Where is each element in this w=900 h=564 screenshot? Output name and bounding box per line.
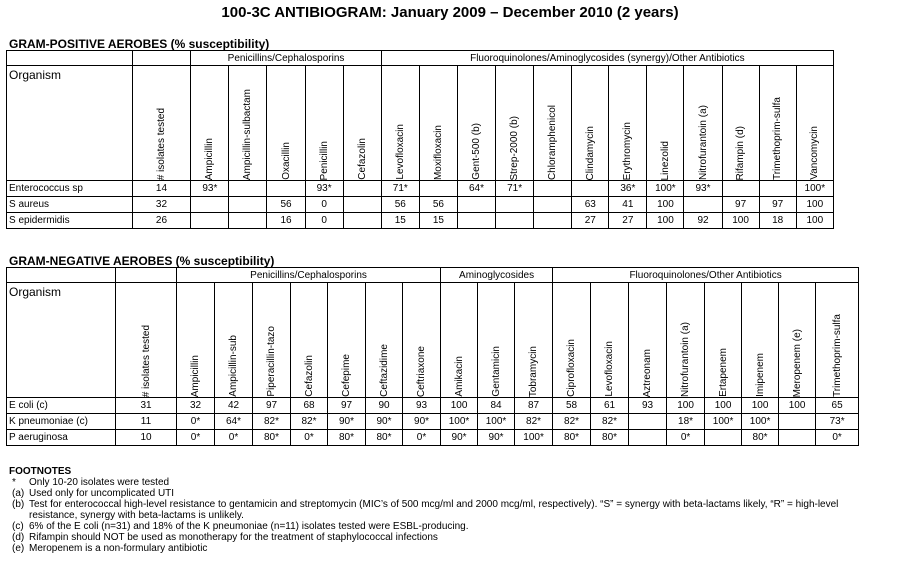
column-header-rifampin-d xyxy=(722,66,759,181)
susceptibility-cell xyxy=(572,181,609,197)
susceptibility-cell: 97 xyxy=(328,398,366,414)
footnote-text: Rifampin should NOT be used as monotherapy for the treatment of staphylococcal infections xyxy=(29,532,438,543)
footnote-mark: (b) xyxy=(12,499,25,510)
organism-header: Organism xyxy=(7,283,116,398)
page-title: 100-3C ANTIBIOGRAM: January 2009 – December 2010 (2 years) xyxy=(221,4,679,21)
susceptibility-cell: 100* xyxy=(796,181,833,197)
column-header-amikacin xyxy=(441,283,478,398)
column-header-clindamycin xyxy=(572,66,609,181)
column-header-piperacillin-tazo xyxy=(253,283,291,398)
column-header-label: Levofloxacin xyxy=(604,341,616,397)
susceptibility-cell xyxy=(343,197,381,213)
footnote-mark: (e) xyxy=(12,543,25,554)
footnotes-heading: FOOTNOTES xyxy=(9,466,72,477)
susceptibility-cell: 0* xyxy=(177,430,215,446)
susceptibility-cell xyxy=(267,181,305,197)
susceptibility-cell: 63 xyxy=(572,197,609,213)
susceptibility-cell: 18* xyxy=(667,414,705,430)
footnote-text: Test for enterococcal high-level resistance to gentamicin and streptomycin (MIC’s of 500 mcg/ml and 2000 mcg/ml, respectively). “S” = synergy with beta-lactams likely, “R” = high-level resistance, synergy with beta-lactams is unlikely. xyxy=(29,499,839,521)
susceptibility-cell: 100 xyxy=(705,398,742,414)
susceptibility-cell: 100 xyxy=(796,197,833,213)
column-header-isolates-tested xyxy=(116,283,177,398)
susceptibility-cell: 93 xyxy=(403,398,441,414)
susceptibility-cell xyxy=(759,181,796,197)
footnote-item xyxy=(9,477,889,488)
susceptibility-cell: 16 xyxy=(267,213,305,229)
susceptibility-cell xyxy=(419,181,457,197)
susceptibility-cell: 56 xyxy=(419,197,457,213)
footnote-item xyxy=(9,532,889,543)
susceptibility-cell: 90* xyxy=(478,430,515,446)
organism-name: Enterococcus sp xyxy=(7,181,133,197)
organism-name: S aureus xyxy=(7,197,133,213)
susceptibility-cell: 10 xyxy=(116,430,177,446)
susceptibility-cell: 64* xyxy=(215,414,253,430)
column-header-label: Ampicillin xyxy=(204,137,216,180)
susceptibility-cell: 27 xyxy=(572,213,609,229)
column-header-label: Erythromycin xyxy=(622,121,634,180)
column-header-ertapenem xyxy=(705,283,742,398)
column-header-label: Linezolid xyxy=(659,140,671,180)
susceptibility-cell: 100 xyxy=(742,398,779,414)
susceptibility-cell xyxy=(229,213,267,229)
susceptibility-cell: 0* xyxy=(215,430,253,446)
column-header-label: # isolates tested xyxy=(155,107,167,180)
susceptibility-cell: 93* xyxy=(191,181,229,197)
footnote-text: Used only for uncomplicated UTI xyxy=(29,488,175,499)
column-header-oxacillin xyxy=(267,66,305,181)
group-other-antibiotics: Fluoroquinolones/Other Antibiotics xyxy=(553,268,859,283)
column-header-imipenem xyxy=(742,283,779,398)
group-penicillins: Penicillins/Cephalosporins xyxy=(177,268,441,283)
susceptibility-cell: 82* xyxy=(515,414,553,430)
column-header-label: Strep-2000 (b) xyxy=(509,115,521,180)
susceptibility-cell: 0* xyxy=(667,430,705,446)
susceptibility-cell xyxy=(684,197,722,213)
column-header-label: Cefazolin xyxy=(303,355,315,397)
column-header-label: Cefazolin xyxy=(356,138,368,180)
susceptibility-cell: 80* xyxy=(366,430,403,446)
susceptibility-cell: 87 xyxy=(515,398,553,414)
susceptibility-cell: 73* xyxy=(816,414,859,430)
susceptibility-cell: 97 xyxy=(722,197,759,213)
column-header-aztreonam xyxy=(629,283,667,398)
column-header-meropenem-e xyxy=(779,283,816,398)
column-header-label: Gentamicin xyxy=(490,346,502,397)
susceptibility-cell: 82* xyxy=(291,414,328,430)
column-header-label: Ceftriaxone xyxy=(416,345,428,397)
column-header-linezolid xyxy=(647,66,684,181)
column-header-label: Chloramphenicol xyxy=(547,104,559,180)
susceptibility-cell xyxy=(779,414,816,430)
column-header-label: Aztreonam xyxy=(642,348,654,397)
susceptibility-cell xyxy=(629,414,667,430)
susceptibility-cell: 27 xyxy=(609,213,647,229)
column-header-gent-500-b xyxy=(457,66,495,181)
gram-negative-heading: GRAM-NEGATIVE AEROBES (% susceptibility) xyxy=(9,254,275,268)
susceptibility-cell xyxy=(457,213,495,229)
susceptibility-cell: 93 xyxy=(629,398,667,414)
footnotes xyxy=(9,466,889,554)
column-header-label: Ciprofloxacin xyxy=(566,339,578,397)
column-header-levofloxacin xyxy=(591,283,629,398)
susceptibility-cell xyxy=(534,213,572,229)
column-header-cefazolin xyxy=(291,283,328,398)
column-header-strep-2000-b xyxy=(496,66,534,181)
susceptibility-cell: 100 xyxy=(647,197,684,213)
table-row xyxy=(7,181,834,197)
table-row xyxy=(7,398,859,414)
group-aminoglycosides: Aminoglycosides xyxy=(441,268,553,283)
susceptibility-cell: 41 xyxy=(609,197,647,213)
susceptibility-cell: 15 xyxy=(419,213,457,229)
susceptibility-cell: 65 xyxy=(816,398,859,414)
susceptibility-cell: 80* xyxy=(742,430,779,446)
column-header-ceftazidime xyxy=(366,283,403,398)
susceptibility-cell: 100 xyxy=(779,398,816,414)
column-header-cefepime xyxy=(328,283,366,398)
susceptibility-cell: 100 xyxy=(441,398,478,414)
susceptibility-cell: 11 xyxy=(116,414,177,430)
susceptibility-cell: 93* xyxy=(684,181,722,197)
column-header-label: # isolates tested xyxy=(140,324,152,397)
susceptibility-cell: 100* xyxy=(742,414,779,430)
susceptibility-cell xyxy=(705,430,742,446)
susceptibility-cell: 97 xyxy=(253,398,291,414)
footnote-text: Meropenem is a non-formulary antibiotic xyxy=(29,543,208,554)
susceptibility-cell: 82* xyxy=(591,414,629,430)
column-header-label: Amikacin xyxy=(453,356,465,397)
susceptibility-cell: 82* xyxy=(553,414,591,430)
susceptibility-cell xyxy=(496,213,534,229)
blank-header-cell xyxy=(7,268,116,283)
column-header-label: Piperacillin-tazo xyxy=(266,326,277,397)
gram-positive-table xyxy=(6,50,834,229)
table-row xyxy=(7,430,859,446)
susceptibility-cell xyxy=(534,181,572,197)
organism-header: Organism xyxy=(7,66,133,181)
susceptibility-cell: 90* xyxy=(366,414,403,430)
footnote-mark: (c) xyxy=(12,521,24,532)
susceptibility-cell xyxy=(343,213,381,229)
susceptibility-cell xyxy=(229,197,267,213)
column-header-label: Vancomycin xyxy=(809,126,821,180)
susceptibility-cell: 58 xyxy=(553,398,591,414)
susceptibility-cell: 80* xyxy=(553,430,591,446)
footnote-item xyxy=(9,488,889,499)
column-header-ciprofloxacin xyxy=(553,283,591,398)
column-header-chloramphenicol xyxy=(534,66,572,181)
column-header-isolates-tested xyxy=(132,66,191,181)
column-header-label: Ampicillin xyxy=(190,354,201,397)
table-row xyxy=(7,213,834,229)
column-header-ampicillin xyxy=(177,283,215,398)
column-header-trimethoprim-sulfa xyxy=(816,283,859,398)
footnote-item xyxy=(9,521,889,532)
susceptibility-cell: 100* xyxy=(441,414,478,430)
susceptibility-cell: 84 xyxy=(478,398,515,414)
column-header-label: Ertapenem xyxy=(717,348,729,397)
susceptibility-cell: 42 xyxy=(215,398,253,414)
susceptibility-cell: 0* xyxy=(177,414,215,430)
column-header-label: Ampicillin-sub xyxy=(228,335,239,397)
column-header-cefazolin xyxy=(343,66,381,181)
susceptibility-cell: 97 xyxy=(759,197,796,213)
column-header-levofloxacin xyxy=(381,66,419,181)
footnote-item xyxy=(9,499,889,521)
column-header-label: Rifampin (d) xyxy=(735,125,747,180)
column-header-vancomycin xyxy=(796,66,833,181)
organism-name: S epidermidis xyxy=(7,213,133,229)
column-header-label: Ceftazidime xyxy=(378,344,390,397)
susceptibility-cell: 90* xyxy=(328,414,366,430)
susceptibility-cell: 71* xyxy=(496,181,534,197)
susceptibility-cell: 82* xyxy=(253,414,291,430)
susceptibility-cell: 0* xyxy=(403,430,441,446)
gram-negative-table xyxy=(6,267,859,446)
susceptibility-cell: 90 xyxy=(366,398,403,414)
susceptibility-cell: 90* xyxy=(403,414,441,430)
column-header-label: Ampicillin-sulbactam xyxy=(242,88,254,180)
organism-name: P aeruginosa xyxy=(7,430,116,446)
group-penicillins: Penicillins/Cephalosporins xyxy=(191,51,381,66)
susceptibility-cell: 0* xyxy=(291,430,328,446)
table-row xyxy=(7,197,834,213)
susceptibility-cell: 0* xyxy=(816,430,859,446)
susceptibility-cell xyxy=(496,197,534,213)
column-header-nitrofurantoin-a xyxy=(667,283,705,398)
column-header-penicillin xyxy=(305,66,343,181)
susceptibility-cell: 100 xyxy=(647,213,684,229)
susceptibility-cell: 0 xyxy=(305,213,343,229)
gram-positive-heading: GRAM-POSITIVE AEROBES (% susceptibility) xyxy=(9,37,270,51)
column-header-label: Oxacillin xyxy=(280,142,292,180)
column-header-ampicillin-sub xyxy=(215,283,253,398)
susceptibility-cell xyxy=(457,197,495,213)
susceptibility-cell xyxy=(229,181,267,197)
susceptibility-cell: 80* xyxy=(591,430,629,446)
susceptibility-cell: 80* xyxy=(328,430,366,446)
susceptibility-cell: 0 xyxy=(305,197,343,213)
susceptibility-cell: 80* xyxy=(253,430,291,446)
column-header-label: Clindamycin xyxy=(584,125,596,180)
group-other-antibiotics: Fluoroquinolones/Aminoglycosides (synergy)/Other Antibiotics xyxy=(381,51,833,66)
susceptibility-cell: 100 xyxy=(722,213,759,229)
column-header-label: Nitrofurantoin (a) xyxy=(697,104,709,180)
table-row xyxy=(7,414,859,430)
susceptibility-cell xyxy=(534,197,572,213)
susceptibility-cell: 100* xyxy=(515,430,553,446)
column-header-ceftriaxone xyxy=(403,283,441,398)
column-header-gentamicin xyxy=(478,283,515,398)
susceptibility-cell: 61 xyxy=(591,398,629,414)
column-header-label: Imipenem xyxy=(754,353,766,397)
column-header-tobramycin xyxy=(515,283,553,398)
column-header-label: Tobramycin xyxy=(528,345,540,397)
column-header-nitrofurantoin-a xyxy=(684,66,722,181)
susceptibility-cell xyxy=(343,181,381,197)
blank-header-cell xyxy=(116,268,177,283)
blank-header-cell xyxy=(7,51,133,66)
column-header-label: Trimethoprim-sulfa xyxy=(772,97,784,180)
footnote-mark: (d) xyxy=(12,532,25,543)
susceptibility-cell: 64* xyxy=(457,181,495,197)
column-header-label: Penicillin xyxy=(318,140,330,180)
footnote-mark: (a) xyxy=(12,488,25,499)
column-header-moxifloxacin xyxy=(419,66,457,181)
susceptibility-cell: 71* xyxy=(381,181,419,197)
column-header-ampicillin-sulbactam xyxy=(229,66,267,181)
susceptibility-cell: 14 xyxy=(132,181,191,197)
footnote-mark: * xyxy=(12,477,16,488)
susceptibility-cell: 100* xyxy=(647,181,684,197)
susceptibility-cell xyxy=(191,197,229,213)
susceptibility-cell xyxy=(722,181,759,197)
column-header-label: Levofloxacin xyxy=(394,124,406,180)
susceptibility-cell: 100* xyxy=(478,414,515,430)
susceptibility-cell: 92 xyxy=(684,213,722,229)
footnote-text: 6% of the E coli (n=31) and 18% of the K pneumoniae (n=11) isolates tested were ESBL-producing. xyxy=(29,521,469,532)
susceptibility-cell: 18 xyxy=(759,213,796,229)
blank-header-cell xyxy=(132,51,191,66)
susceptibility-cell: 93* xyxy=(305,181,343,197)
susceptibility-cell: 32 xyxy=(132,197,191,213)
column-header-label: Gent-500 (b) xyxy=(471,123,482,180)
susceptibility-cell: 100 xyxy=(667,398,705,414)
susceptibility-cell: 15 xyxy=(381,213,419,229)
column-header-label: Moxifloxacin xyxy=(432,124,444,180)
column-header-label: Trimethoprim-sulfa xyxy=(831,314,843,397)
footnote-text: Only 10-20 isolates were tested xyxy=(29,477,170,488)
column-header-trimethoprim-sulfa xyxy=(759,66,796,181)
column-header-erythromycin xyxy=(609,66,647,181)
susceptibility-cell: 31 xyxy=(116,398,177,414)
susceptibility-cell xyxy=(779,430,816,446)
column-header-ampicillin xyxy=(191,66,229,181)
organism-name: K pneumoniae (c) xyxy=(7,414,116,430)
susceptibility-cell: 36* xyxy=(609,181,647,197)
column-header-label: Cefepime xyxy=(341,354,352,397)
susceptibility-cell: 100* xyxy=(705,414,742,430)
susceptibility-cell: 56 xyxy=(381,197,419,213)
footnote-item xyxy=(9,543,889,554)
susceptibility-cell: 90* xyxy=(441,430,478,446)
susceptibility-cell: 32 xyxy=(177,398,215,414)
column-header-label: Meropenem (e) xyxy=(791,328,803,397)
susceptibility-cell xyxy=(629,430,667,446)
susceptibility-cell xyxy=(191,213,229,229)
column-header-label: Nitrofurantoin (a) xyxy=(680,321,692,397)
susceptibility-cell: 26 xyxy=(132,213,191,229)
susceptibility-cell: 56 xyxy=(267,197,305,213)
susceptibility-cell: 68 xyxy=(291,398,328,414)
susceptibility-cell: 100 xyxy=(796,213,833,229)
organism-name: E coli (c) xyxy=(7,398,116,414)
